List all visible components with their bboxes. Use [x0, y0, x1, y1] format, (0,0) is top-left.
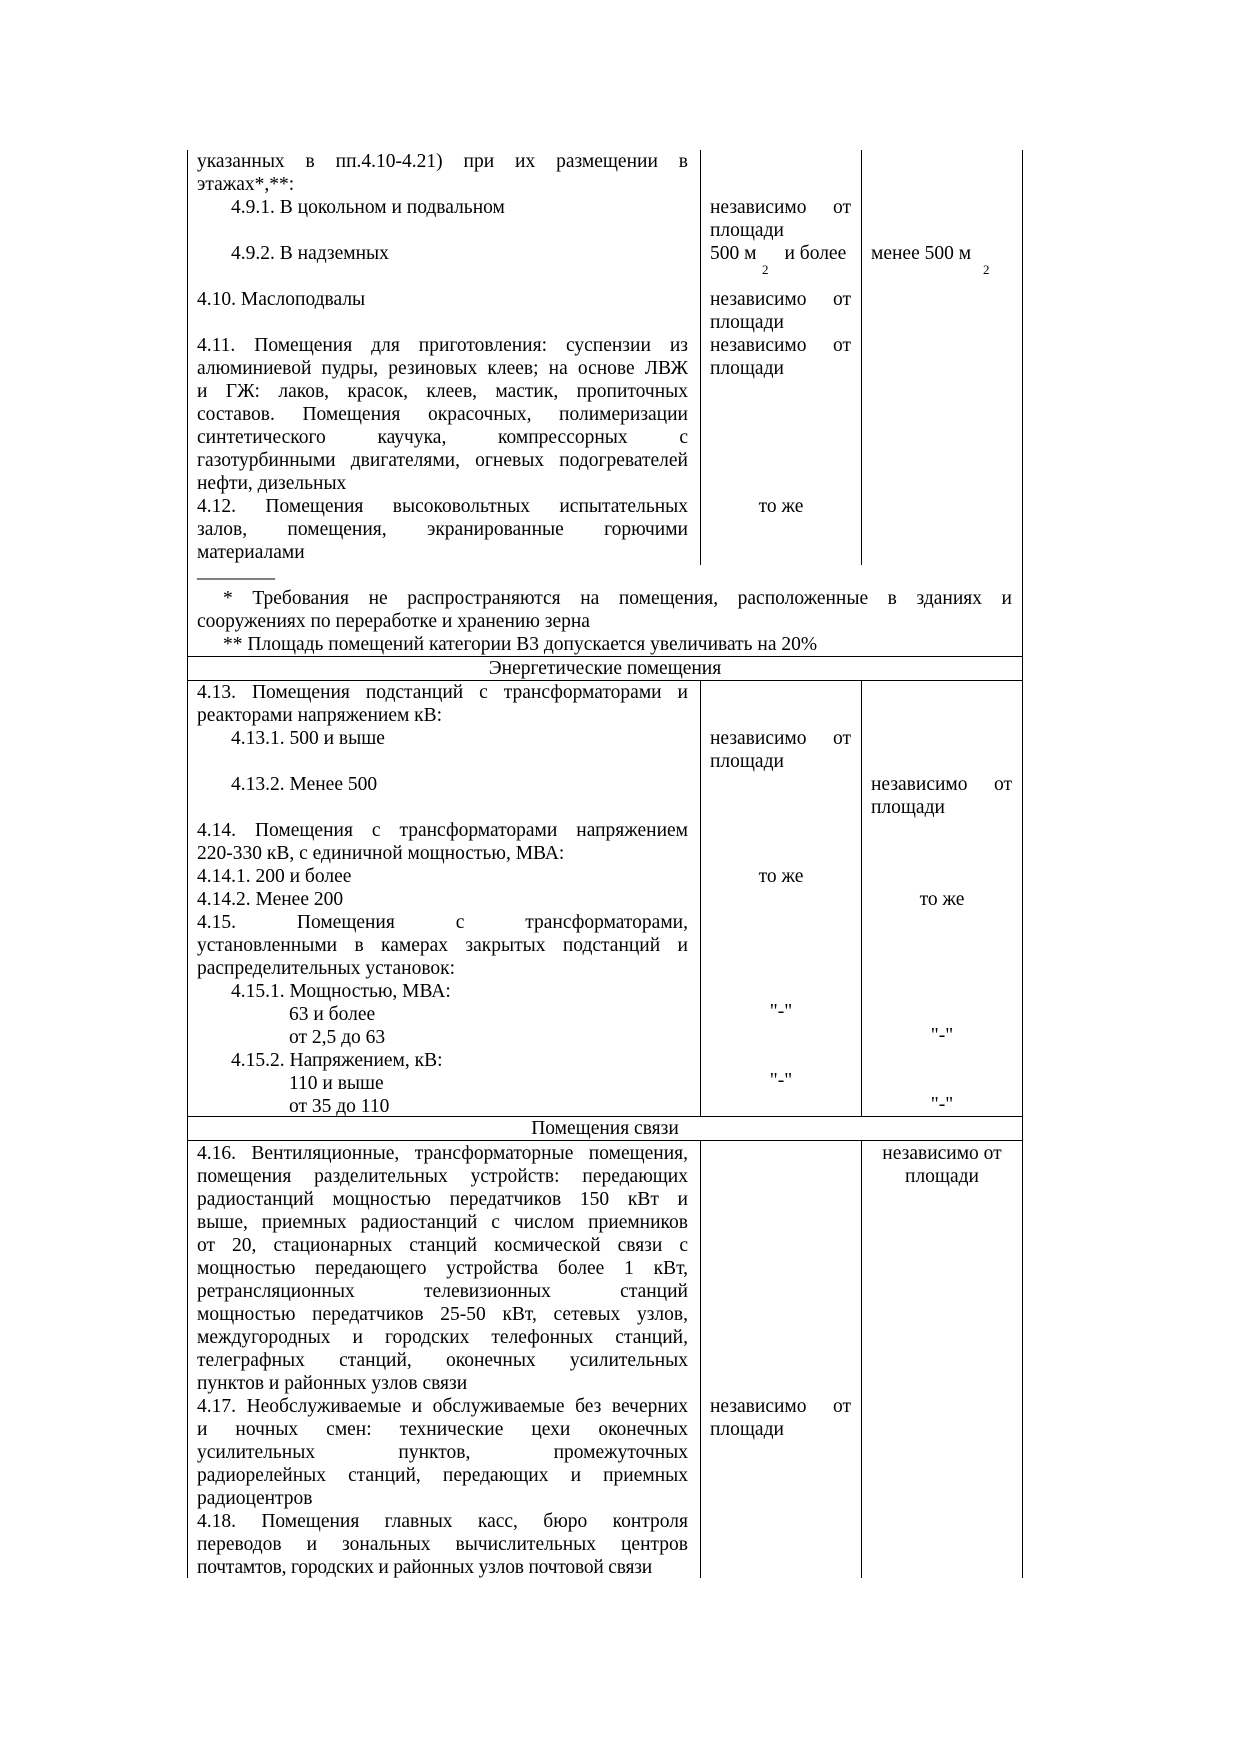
row-4-11-line: 4.11. Помещения для приготовления: суспензии из — [197, 335, 688, 356]
row-4-13-1-value: площади — [710, 751, 784, 772]
row-4-15-2-b-value: "-" — [930, 1094, 954, 1115]
row-4-14-1-label: 4.14.1. 200 и более — [197, 866, 352, 887]
row-4-17-line: и ночных смен: технические цехи оконечных — [197, 1419, 688, 1440]
row-4-14-line: 4.14. Помещения с трансформаторами напряжением — [197, 820, 688, 841]
row-4-16-line: междугородных и городских телефонных станций, — [197, 1327, 688, 1348]
col-line-left-comm — [187, 1140, 188, 1578]
col-line-mid1-comm — [700, 1140, 701, 1578]
row-4-15-1-a-label: 63 и более — [289, 1004, 376, 1025]
row-4-12-value: то же — [758, 496, 804, 517]
row-4-11-line: и ГЖ: лаков, красок, клеев, мастик, пропиточных — [197, 381, 688, 402]
row-4-9-text-line: этажах*,**: — [197, 174, 295, 195]
row-4-9-1-label: 4.9.1. В цокольном и подвальном — [231, 197, 505, 218]
footnote-1: сооружениях по переработке и хранению зерна — [197, 611, 590, 632]
row-4-11-line: составов. Помещения окрасочных, полимеризации — [197, 404, 688, 425]
col-line-right-upper — [1022, 150, 1023, 565]
col-line-left-upper — [187, 150, 188, 565]
rule-after-comm-header — [187, 1140, 1023, 1141]
area-suffix: и более — [784, 243, 847, 264]
row-4-14-2-label: 4.14.2. Менее 200 — [197, 889, 344, 910]
footnote-1: * Требования не распространяются на помещения, расположенные в зданиях и — [223, 588, 1012, 609]
row-4-13-2-value: площади — [871, 797, 945, 818]
row-4-13-line: 4.13. Помещения подстанций с трансформаторами и — [197, 682, 688, 703]
row-4-16-line: телеграфных станций, оконечных усилительных — [197, 1350, 688, 1371]
row-4-17-line: 4.17. Необслуживаемые и обслуживаемые без вечерних — [197, 1396, 688, 1417]
row-4-11-value: независимо от — [710, 335, 851, 356]
row-4-11-line: алюминиевой пудры, резиновых клеев; на основе ЛВЖ — [197, 358, 688, 379]
row-4-13-2-label: 4.13.2. Менее 500 — [231, 774, 378, 795]
row-4-15-2-label: 4.15.2. Напряжением, кВ: — [231, 1050, 443, 1071]
row-4-14-2-value: то же — [919, 889, 965, 910]
row-4-11-line: нефти, дизельных — [197, 473, 347, 494]
row-4-9-2-value-col3: менее 500 м — [871, 243, 972, 264]
row-4-15-line: распределительных установок: — [197, 958, 456, 979]
superscript-2: 2 — [983, 262, 990, 277]
row-4-13-line: реакторами напряжением кВ: — [197, 705, 443, 726]
comm-header-right — [1022, 1116, 1023, 1141]
row-4-12-line: материалами — [197, 542, 305, 563]
area-value: 500 м — [710, 243, 757, 264]
row-4-15-2-a-value: "-" — [769, 1070, 793, 1091]
col-line-mid1-energy — [700, 680, 701, 1117]
row-4-16-line: радиостанций мощностью передатчиков 150 кВт и — [197, 1189, 688, 1210]
row-4-16-line: пунктов и районных узлов связи — [197, 1373, 468, 1394]
row-4-9-1-value: площади — [710, 220, 784, 241]
row-4-15-line: 4.15. Помещения с трансформаторами, — [197, 912, 688, 933]
row-4-10-value: площади — [710, 312, 784, 333]
row-4-18-line: 4.18. Помещения главных касс, бюро контроля — [197, 1511, 688, 1532]
row-4-10-label: 4.10. Маслоподвалы — [197, 289, 366, 310]
row-4-16-value: независимо от — [882, 1143, 1002, 1164]
row-4-16-value: площади — [905, 1166, 979, 1187]
col-line-mid2-upper — [861, 150, 862, 565]
row-4-18-line: почтамтов, городских и районных узлов почтовой связи — [197, 1557, 652, 1578]
row-4-9-1-value: независимо от — [710, 197, 851, 218]
row-4-15-2-a-label: 110 и выше — [289, 1073, 384, 1094]
row-4-13-1-value: независимо от — [710, 728, 851, 749]
row-4-18-line: переводов и зональных вычислительных центров — [197, 1534, 688, 1555]
row-4-11-line: газотурбинными двигателями, огневых подогревателей — [197, 450, 688, 471]
row-4-15-1-b-value: "-" — [930, 1025, 954, 1046]
row-4-9-2-value — [710, 242, 846, 265]
row-4-11-line: синтетического каучука, компрессорных с — [197, 427, 688, 448]
row-4-9-2-label: 4.9.2. В надземных — [231, 243, 389, 264]
row-4-14-line: 220-330 кВ, с единичной мощностью, МВА: — [197, 843, 565, 864]
footnote-rule: ________ — [197, 561, 275, 582]
row-4-15-1-b-label: от 2,5 до 63 — [289, 1027, 386, 1048]
section-header-energy: Энергетические помещения — [488, 658, 722, 679]
row-4-17-value: независимо от — [710, 1396, 851, 1417]
row-4-16-line: от 20, стационарных станций космической связи с — [197, 1235, 688, 1256]
footnote-2: ** Площадь помещений категории В3 допускается увеличивать на 20% — [223, 634, 818, 655]
superscript-2: 2 — [762, 262, 769, 277]
row-4-13-1-label: 4.13.1. 500 и выше — [231, 728, 385, 749]
row-4-11-value: площади — [710, 358, 784, 379]
col-line-right-energy — [1022, 680, 1023, 1117]
row-4-15-1-label: 4.15.1. Мощностью, МВА: — [231, 981, 451, 1002]
row-4-17-line: радиорелейных станций, передающих и приемных — [197, 1465, 688, 1486]
row-4-13-2-value: независимо от — [871, 774, 1012, 795]
row-4-16-line: выше, приемных радиостанций с числом приемников — [197, 1212, 688, 1233]
row-4-14-1-value: то же — [758, 866, 804, 887]
row-4-12-line: 4.12. Помещения высоковольтных испытательных — [197, 496, 688, 517]
row-4-16-line: мощностью передающего устройства более 1 кВт, — [197, 1258, 688, 1279]
row-4-16-line: мощностью передатчиков 25-50 кВт, сетевых узлов, — [197, 1304, 688, 1325]
row-4-17-value: площади — [710, 1419, 784, 1440]
footnote-box-left — [187, 565, 188, 657]
row-4-15-line: установленными в камерах закрытых подстанций и — [197, 935, 688, 956]
row-4-17-line: усилительных пунктов, промежуточных — [197, 1442, 688, 1463]
row-4-9-text-line: указанных в пп.4.10-4.21) при их размещении в — [197, 151, 688, 172]
col-line-mid2-comm — [861, 1140, 862, 1578]
energy-header-right — [1022, 656, 1023, 681]
row-4-17-line: радиоцентров — [197, 1488, 313, 1509]
row-4-10-value: независимо от — [710, 289, 851, 310]
row-4-12-line: залов, помещения, экранированные горючими — [197, 519, 688, 540]
footnote-box-right — [1022, 565, 1023, 657]
section-header-communications: Помещения связи — [531, 1118, 679, 1139]
row-4-16-line: ретрансляционных телевизионных станций — [197, 1281, 688, 1302]
row-4-15-1-a-value: "-" — [769, 1001, 793, 1022]
row-4-15-2-b-label: от 35 до 110 — [289, 1096, 390, 1117]
row-4-16-line: 4.16. Вентиляционные, трансформаторные помещения, — [197, 1143, 688, 1164]
row-4-16-line: помещения разделительных устройств: передающих — [197, 1166, 688, 1187]
col-line-left-energy — [187, 680, 188, 1117]
col-line-right-comm — [1022, 1140, 1023, 1578]
